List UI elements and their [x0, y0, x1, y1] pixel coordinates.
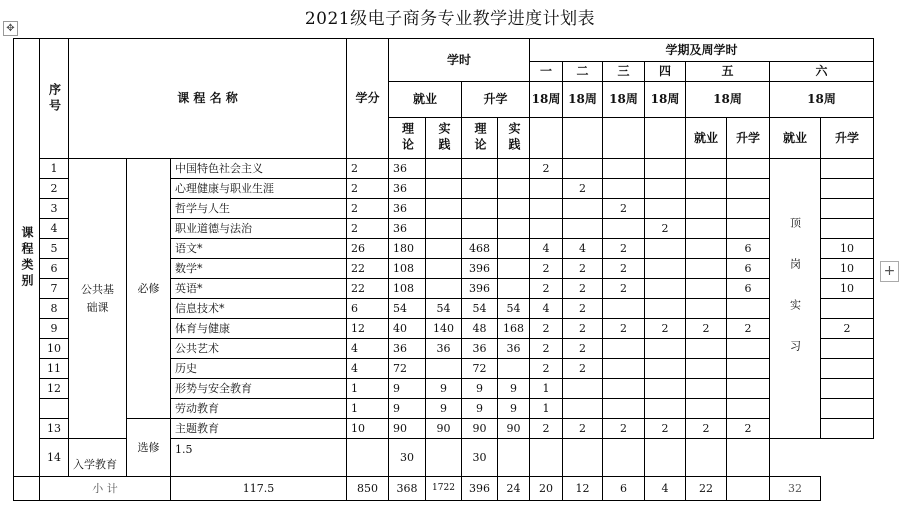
- hours-jiuye-header: 就业: [389, 82, 462, 118]
- table-row: 1 公共基础课 必修 中国特色社会主义 2 36 2 顶岗实习: [14, 159, 874, 179]
- sem-6-shengxue-header: 升学: [821, 118, 874, 159]
- course-category-label: 课程类别: [20, 225, 34, 290]
- sem-6-jiuye-header: 就业: [770, 118, 821, 159]
- internship-cell: 顶岗实习: [770, 159, 821, 439]
- subtotal-label: 小 计: [40, 477, 171, 501]
- sem-6-name: 六: [770, 62, 874, 82]
- group-public-basic: 公共基础课: [69, 159, 127, 439]
- sem-1-weeks: 18周: [530, 82, 563, 118]
- table-row: 6 数学* 22 108 396 2 2 2 6 10: [14, 259, 874, 279]
- jiuye-theory-header: 理论: [389, 118, 426, 159]
- table-move-handle-icon[interactable]: ✥: [3, 21, 18, 36]
- table-row: 9 体育与健康 12 40 140 48 168 2 2 2 2 2 2 2: [14, 319, 874, 339]
- course-category-cell: [14, 39, 40, 477]
- table-row: 5 语文* 26 180 468 4 4 2 6 10: [14, 239, 874, 259]
- table-row: 8 信息技术* 6 54 54 54 54 4 2: [14, 299, 874, 319]
- sem-4-name: 四: [645, 62, 686, 82]
- table-row: 4 职业道德与法治 2 36 2: [14, 219, 874, 239]
- sem-1-name: 一: [530, 62, 563, 82]
- course-name-header: 课 程 名 称: [69, 39, 347, 159]
- group-elective: 选修: [127, 419, 171, 477]
- sem-2-weeks: 18周: [563, 82, 603, 118]
- sem-2-name: 二: [563, 62, 603, 82]
- table-row: 11 历史 4 72 72 2 2: [14, 359, 874, 379]
- table-row: 13 选修 主题教育 10 90 90 90 90 2 2 2 2 2 2: [14, 419, 874, 439]
- document-title: 2021级电子商务专业教学进度计划表: [304, 9, 596, 29]
- table-row: 7 英语* 22 108 396 2 2 2 6 10: [14, 279, 874, 299]
- add-column-button[interactable]: +: [880, 261, 899, 282]
- table-row: 10 公共艺术 4 36 36 36 36 2 2: [14, 339, 874, 359]
- seq-header: 序号: [40, 39, 69, 159]
- hours-header: 学时: [389, 39, 530, 82]
- shengxue-practice-header: 实践: [498, 118, 530, 159]
- sem-5-weeks: 18周: [686, 82, 770, 118]
- hours-shengxue-header: 升学: [462, 82, 530, 118]
- subtotal-row: 小 计 117.5 850 368 1722 396 24 20 12 6 4 22 32: [14, 477, 874, 501]
- schedule-table: [13, 38, 874, 501]
- table-row: 14 入学教育 1.5 30 30: [14, 439, 874, 477]
- group-required: 必修: [127, 159, 171, 419]
- sem-6-weeks: 18周: [770, 82, 874, 118]
- sem-3-name: 三: [603, 62, 645, 82]
- sem-4-weeks: 18周: [645, 82, 686, 118]
- table-row: 12 形势与安全教育 1 9 9 9 9 1: [14, 379, 874, 399]
- table-row: 3 哲学与人生 2 36 2: [14, 199, 874, 219]
- shengxue-theory-header: 理论: [462, 118, 498, 159]
- sem-5-jiuye-header: 就业: [686, 118, 727, 159]
- jiuye-practice-header: 实践: [426, 118, 462, 159]
- table-row: 劳动教育 1 9 9 9 9 1: [14, 399, 874, 419]
- sem-5-shengxue-header: 升学: [727, 118, 770, 159]
- sem-3-weeks: 18周: [603, 82, 645, 118]
- semester-hours-header: 学期及周学时: [530, 39, 874, 62]
- sem-5-name: 五: [686, 62, 770, 82]
- credit-header: 学分: [347, 39, 389, 159]
- table-row: 2 心理健康与职业生涯 2 36 2: [14, 179, 874, 199]
